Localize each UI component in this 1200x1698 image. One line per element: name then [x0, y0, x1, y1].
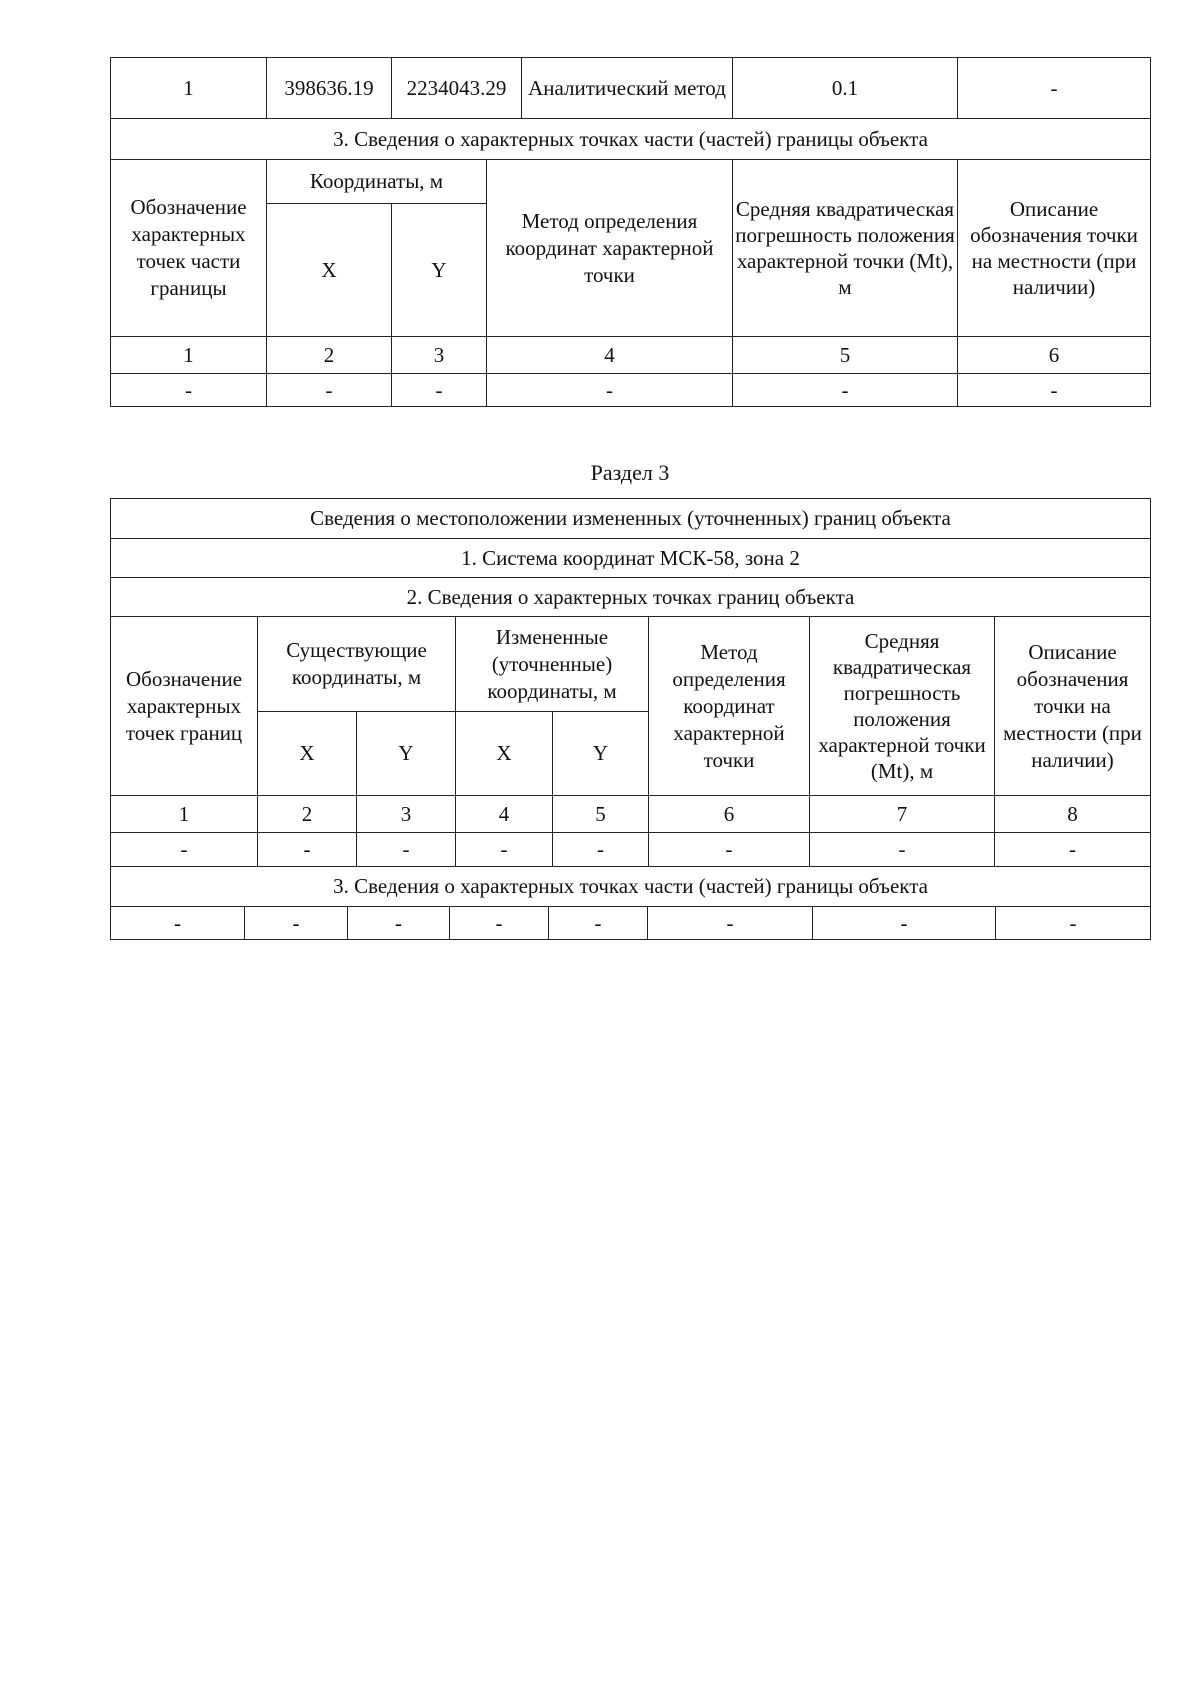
section-heading: Раздел 3 — [590, 460, 670, 485]
parts-title: 3. Сведения о характерных точках части (частей) границы объекта — [111, 867, 1151, 907]
section-title: Сведения о местоположении измененных (уточненных) границ объекта — [111, 499, 1151, 539]
parts-row — [111, 907, 1151, 940]
table-cell: - — [958, 374, 1151, 407]
header-description: Описание обозначения точки на местности (при наличии) — [958, 160, 1151, 337]
table-cell: - — [111, 907, 245, 940]
column-number: 5 — [553, 796, 649, 833]
table-cell: - — [111, 374, 267, 407]
point-y: 2234043.29 — [392, 58, 522, 119]
header-x: X — [267, 204, 392, 337]
table-cell: - — [549, 907, 648, 940]
header-y: Y — [392, 204, 487, 337]
table-cell: - — [648, 907, 813, 940]
header-changed-coordinates: Измененные (уточненные) координаты, м — [456, 617, 649, 712]
column-number: 6 — [649, 796, 810, 833]
table-cell: - — [813, 907, 996, 940]
point-x: 398636.19 — [267, 58, 392, 119]
column-number: 1 — [111, 337, 267, 374]
table-cell: - — [450, 907, 549, 940]
header-method: Метод определения координат характерной точки — [649, 617, 810, 796]
column-number: 2 — [267, 337, 392, 374]
point-row — [111, 58, 1151, 119]
header-existing-coordinates: Существующие координаты, м — [258, 617, 456, 712]
point-error: 0.1 — [733, 58, 958, 119]
column-number: 5 — [733, 337, 958, 374]
table-cell: - — [348, 907, 450, 940]
table-cell: - — [111, 833, 258, 867]
top-table — [110, 57, 1151, 407]
coord-system: 1. Система координат МСК-58, зона 2 — [111, 539, 1151, 578]
table-cell: - — [456, 833, 553, 867]
header-error: Средняя квадратическая погрешность положения характерной точки (Mt), м — [733, 160, 958, 337]
table-cell: - — [553, 833, 649, 867]
column-number: 4 — [456, 796, 553, 833]
header-existing-x: X — [258, 712, 357, 796]
column-number: 2 — [258, 796, 357, 833]
header-designation: Обозначение характерных точек границ — [111, 617, 258, 796]
table-cell: - — [810, 833, 995, 867]
point-method: Аналитический метод — [522, 58, 733, 119]
empty-row — [111, 833, 1151, 867]
column-number: 8 — [995, 796, 1151, 833]
points-title: 2. Сведения о характерных точках границ объекта — [111, 578, 1151, 617]
header-description: Описание обозначения точки на местности (при наличии) — [995, 617, 1151, 796]
header-error: Средняя квадратическая погрешность положения характерной точки (Mt), м — [810, 617, 995, 796]
column-number: 4 — [487, 337, 733, 374]
table-cell: - — [733, 374, 958, 407]
column-number: 7 — [810, 796, 995, 833]
table-cell: - — [245, 907, 348, 940]
column-number: 3 — [357, 796, 456, 833]
table-cell: - — [258, 833, 357, 867]
column-numbers-row — [111, 337, 1151, 374]
empty-row — [111, 374, 1151, 407]
column-numbers-row — [111, 796, 1151, 833]
table-cell: - — [357, 833, 456, 867]
column-number: 3 — [392, 337, 487, 374]
header-existing-y: Y — [357, 712, 456, 796]
table-cell: - — [995, 833, 1151, 867]
parts-subtitle: 3. Сведения о характерных точках части (частей) границы объекта — [111, 119, 1151, 160]
parts-table — [110, 866, 1151, 940]
table-cell: - — [996, 907, 1151, 940]
header-method: Метод определения координат характерной точки — [487, 160, 733, 337]
table-cell: - — [267, 374, 392, 407]
column-number: 6 — [958, 337, 1151, 374]
section-table — [110, 498, 1151, 867]
column-number: 1 — [111, 796, 258, 833]
point-description: - — [958, 58, 1151, 119]
header-coordinates: Координаты, м — [267, 160, 487, 204]
header-changed-y: Y — [553, 712, 649, 796]
table-cell: - — [649, 833, 810, 867]
table-cell: - — [487, 374, 733, 407]
table-cell: - — [392, 374, 487, 407]
header-changed-x: X — [456, 712, 553, 796]
point-number: 1 — [111, 58, 267, 119]
header-designation: Обозначение характерных точек части границы — [111, 160, 267, 337]
